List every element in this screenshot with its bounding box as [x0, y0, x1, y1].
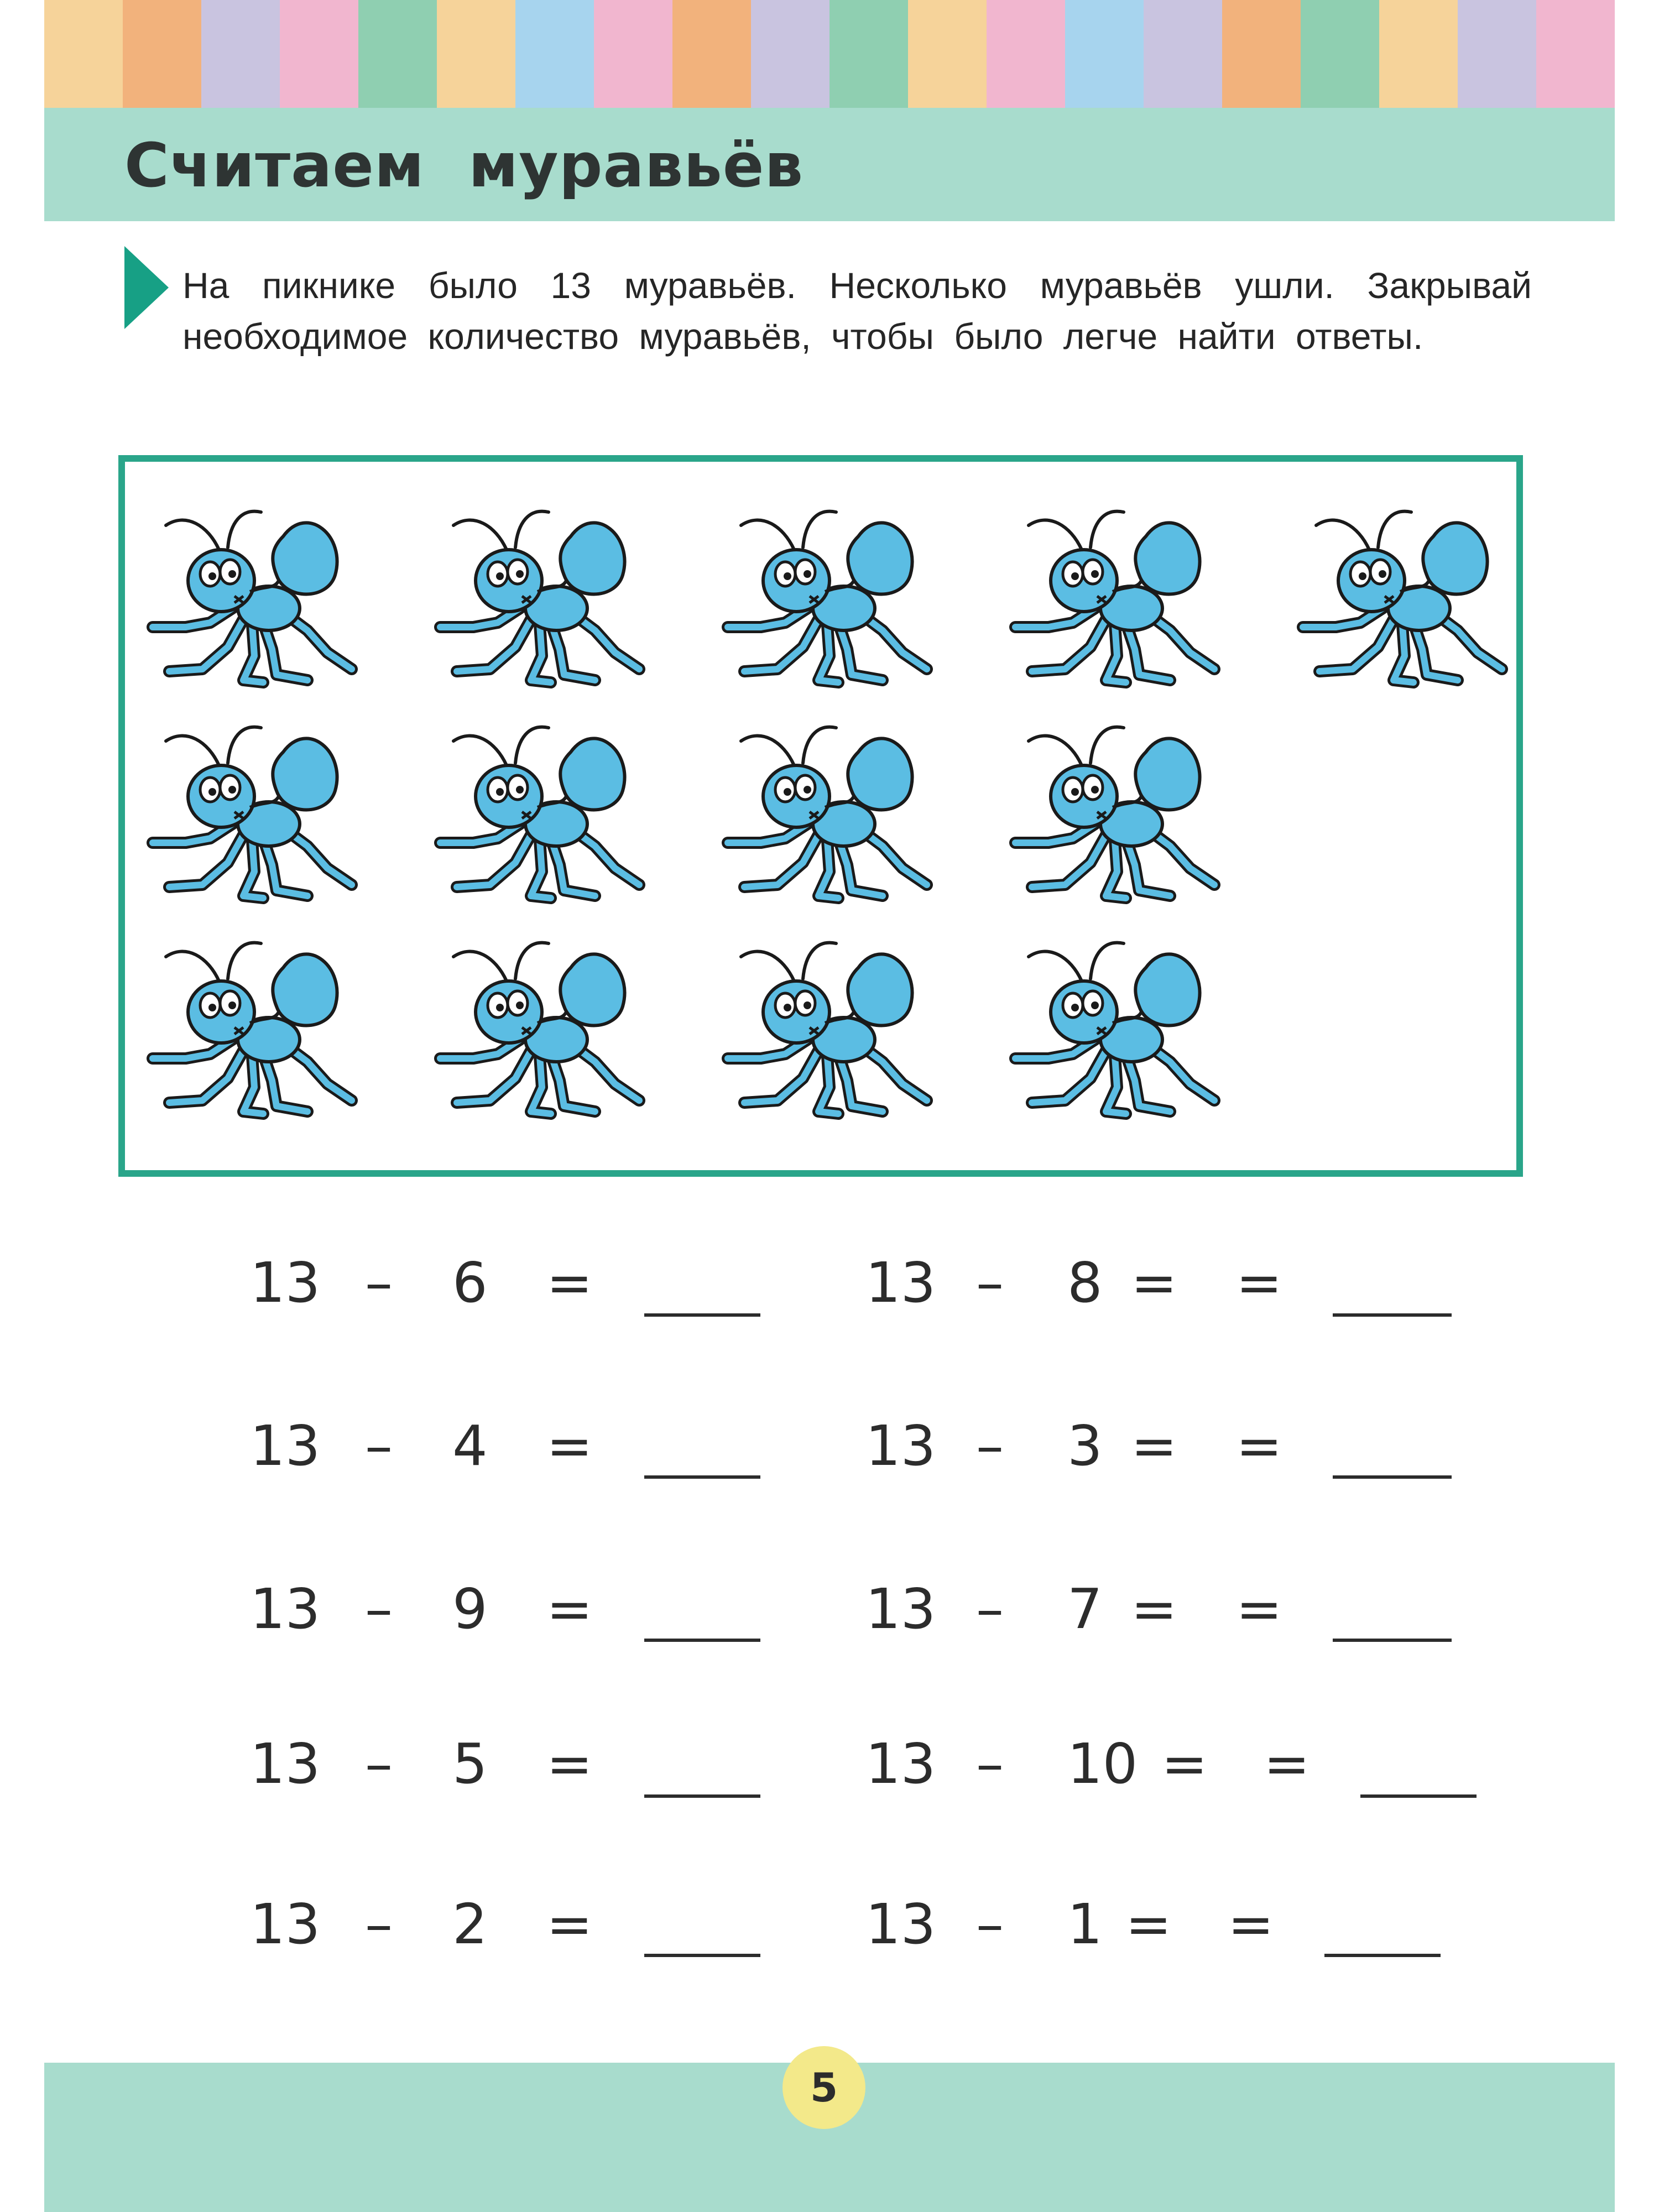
stripe [1536, 0, 1615, 108]
subtrahend: 8 [1067, 1250, 1103, 1315]
ant-icon[interactable] [429, 503, 650, 691]
subtrahend: 3 [1067, 1413, 1103, 1478]
ant-icon[interactable] [717, 503, 938, 691]
subtrahend: 6 [452, 1250, 488, 1315]
subtrahend: 2 [452, 1892, 488, 1957]
minus-sign: – [976, 1731, 1004, 1796]
minus-sign: – [365, 1892, 393, 1957]
ant-icon[interactable] [1004, 503, 1225, 691]
ant-icon[interactable] [717, 719, 938, 907]
minuend: 13 [250, 1250, 321, 1315]
minus-sign: – [365, 1577, 393, 1641]
instruction-marker-icon [124, 246, 169, 329]
equals-sign: = [1131, 1250, 1177, 1315]
ant-icon[interactable] [142, 935, 363, 1123]
ant-icon[interactable] [142, 503, 363, 691]
minus-sign: – [365, 1731, 393, 1796]
minuend: 13 [865, 1577, 936, 1641]
minus-sign: – [976, 1250, 1004, 1315]
ant-icon[interactable] [429, 935, 650, 1123]
stripe [1379, 0, 1458, 108]
subtrahend: 5 [452, 1731, 488, 1796]
stripe [987, 0, 1065, 108]
answer-blank[interactable] [1333, 1313, 1452, 1317]
stripe [1222, 0, 1301, 108]
ant-icon[interactable] [142, 719, 363, 907]
answer-blank[interactable] [1333, 1639, 1452, 1642]
stripe [751, 0, 830, 108]
ant-icon[interactable] [1004, 935, 1225, 1123]
stripe [44, 0, 123, 108]
stripe [358, 0, 437, 108]
ant-picture-frame [118, 455, 1523, 1177]
ant-icon[interactable] [429, 719, 650, 907]
answer-blank[interactable] [644, 1639, 760, 1642]
minuend: 13 [865, 1413, 936, 1478]
stripe [1065, 0, 1144, 108]
answer-blank[interactable] [644, 1954, 760, 1957]
subtrahend: 4 [452, 1413, 488, 1478]
stripe [437, 0, 515, 108]
equals-sign: = [1131, 1413, 1177, 1478]
minus-sign: – [365, 1413, 393, 1478]
stripe [908, 0, 987, 108]
equals-sign: = [1236, 1413, 1282, 1478]
page-number-badge [782, 2046, 865, 2129]
answer-blank[interactable] [1324, 1954, 1441, 1957]
minuend: 13 [250, 1413, 321, 1478]
subtrahend: 9 [452, 1577, 488, 1641]
subtrahend: 10 [1067, 1731, 1138, 1796]
minus-sign: – [976, 1577, 1004, 1641]
equals-sign: = [546, 1577, 593, 1641]
equals-sign: = [1264, 1731, 1310, 1796]
equals-sign: = [546, 1250, 593, 1315]
minuend: 13 [865, 1731, 936, 1796]
subtrahend: 7 [1067, 1577, 1103, 1641]
answer-blank[interactable] [644, 1475, 760, 1479]
equals-sign: = [1228, 1892, 1274, 1957]
page-title: Считаем муравьёв [124, 130, 804, 201]
page-number: 5 [810, 2064, 838, 2111]
stripe [280, 0, 358, 108]
stripe [515, 0, 594, 108]
ant-icon[interactable] [1292, 503, 1513, 691]
equals-sign: = [546, 1413, 593, 1478]
top-stripes [44, 0, 1615, 108]
minuend: 13 [250, 1577, 321, 1641]
stripe [123, 0, 201, 108]
instruction-text: На пикнике было 13 муравьёв. Несколько муравьёв ушли. Закрывай необходимое количество муравьёв, чтобы было легче найти ответы. [182, 265, 1532, 357]
answer-blank[interactable] [644, 1794, 760, 1798]
equals-sign: = [1131, 1577, 1177, 1641]
stripe [201, 0, 280, 108]
minus-sign: – [976, 1892, 1004, 1957]
answer-blank[interactable] [1333, 1475, 1452, 1479]
subtrahend: 1 [1067, 1892, 1103, 1957]
ant-icon[interactable] [1004, 719, 1225, 907]
stripe [672, 0, 751, 108]
minuend: 13 [250, 1731, 321, 1796]
minus-sign: – [365, 1250, 393, 1315]
equals-sign: = [546, 1731, 593, 1796]
answer-blank[interactable] [644, 1313, 760, 1317]
minuend: 13 [865, 1250, 936, 1315]
stripe [1301, 0, 1379, 108]
equals-sign: = [1125, 1892, 1172, 1957]
answer-blank[interactable] [1360, 1794, 1477, 1798]
minuend: 13 [865, 1892, 936, 1957]
ant-icon[interactable] [717, 935, 938, 1123]
stripe [830, 0, 908, 108]
equals-sign: = [546, 1892, 593, 1957]
stripe [1458, 0, 1536, 108]
equals-sign: = [1236, 1250, 1282, 1315]
stripe [1144, 0, 1222, 108]
equals-sign: = [1236, 1577, 1282, 1641]
minus-sign: – [976, 1413, 1004, 1478]
stripe [594, 0, 672, 108]
equals-sign: = [1161, 1731, 1208, 1796]
minuend: 13 [250, 1892, 321, 1957]
